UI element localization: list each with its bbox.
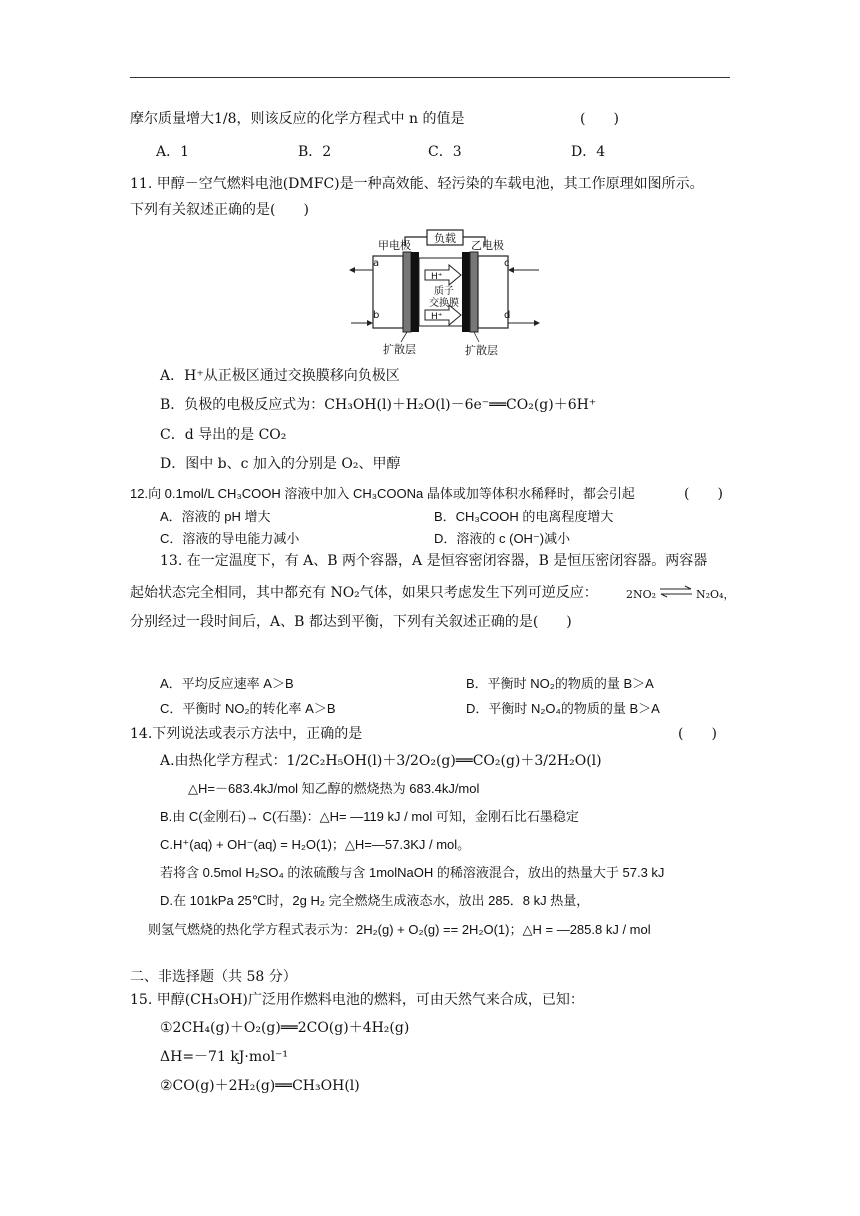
port-a-label: a: [373, 258, 380, 269]
q12-option-b: B．CH₃COOH 的电离程度增大: [434, 509, 614, 524]
q14-stem: 14.下列说法或表示方法中，正确的是: [130, 726, 363, 742]
diffusion-right-label: 扩散层: [465, 344, 498, 357]
q14-option-d-line2: 则氢气燃烧的热化学方程式表示为：2H₂(g) + O₂(g) == 2H₂O(1)；△H = —285.8 kJ / mol: [148, 922, 651, 937]
q13-stem-line2: 起始状态完全相同，其中都充有 NO₂气体，如果只考虑发生下列可逆反应：: [130, 585, 598, 601]
q15-equation-2: ②CO(g)＋2H₂(g)══CH₃OH(l): [160, 1078, 360, 1094]
equilibrium-arrows-icon: [658, 585, 694, 599]
q10-option-b: B．2: [298, 144, 332, 160]
q11-stem-line1: 11. 甲醇－空气燃料电池(DMFC)是一种高效能、轻污染的车载电池，其工作原理如图所示。: [130, 176, 704, 192]
membrane-label-1: 质子: [434, 286, 454, 297]
q13-stem-line3: 分别经过一段时间后，A、B 都达到平衡，下列有关叙述正确的是( ): [130, 614, 572, 630]
q10-tail: 摩尔质量增大1/8，则该反应的化学方程式中 n 的值是: [130, 111, 465, 127]
q15-stem: 15. 甲醇(CH₃OH)广泛用作燃料电池的燃料，可由天然气来合成，已知：: [130, 992, 584, 1008]
q10-option-d: D．4: [571, 144, 606, 160]
q11-option-d: D．图中 b、c 加入的分别是 O₂、甲醇: [160, 456, 401, 472]
q12-option-c: C．溶液的导电能力减小: [160, 531, 300, 546]
proton-bottom-label: H⁺: [431, 312, 443, 322]
q12-stem: 12.向 0.1mol/L CH₃COOH 溶液中加入 CH₃COONa 晶体或加等体积水稀释时，都会引起: [130, 486, 635, 501]
port-c-label: c: [504, 258, 510, 269]
q12-answer-paren: ( ): [684, 486, 723, 502]
electrode-b-label: 乙电极: [471, 239, 504, 252]
q13-option-c: C．平衡时 NO₂的转化率 A＞B: [160, 701, 336, 716]
q14-option-d-line1: D.在 101kPa 25℃时，2g H₂ 完全燃烧生成液态水，放出 285．8 kJ 热量，: [160, 893, 590, 908]
proton-top-label: H⁺: [431, 272, 443, 282]
port-d-label: d: [504, 310, 511, 321]
q10-answer-paren: ( ): [580, 111, 619, 127]
q11-stem-line2: 下列有关叙述正确的是( ): [130, 202, 309, 218]
q11-option-a: A．H⁺从正极区通过交换膜移向负极区: [160, 368, 400, 384]
q11-option-c: C．d 导出的是 CO₂: [160, 427, 287, 443]
load-label: 负载: [434, 232, 456, 245]
q12-option-a: A．溶液的 pH 增大: [160, 509, 271, 524]
membrane-label-2: 交换膜: [429, 298, 459, 309]
electrode-a-label: 甲电极: [378, 239, 411, 252]
diffusion-left-label: 扩散层: [383, 343, 416, 356]
q12-option-d: D．溶液的 c (OH⁻)减小: [434, 531, 571, 546]
q13-option-b: B．平衡时 NO₂的物质的量 B＞A: [466, 676, 654, 691]
q15-equation-1: ①2CH₄(g)＋O₂(g)══2CO(g)＋4H₂(g): [160, 1020, 410, 1036]
q10-option-a: A．1: [156, 144, 190, 160]
q11-option-b: B．负极的电极反应式为：CH₃OH(l)＋H₂O(l)－6e⁻══CO₂(g)＋6H⁺: [160, 397, 597, 413]
q13-option-a: A．平均反应速率 A＞B: [160, 676, 294, 691]
q14-option-c-line2: 若将含 0.5mol H₂SO₄ 的浓硫酸与含 1molNaOH 的稀溶液混合，放出的热量大于 57.3 kJ: [160, 865, 665, 880]
q13-equation-right: N₂O₄，: [696, 588, 735, 601]
q14-option-a-line1: A.由热化学方程式：1/2C₂H₅OH(l)＋3/2O₂(g)══CO₂(g)＋3/2H₂O(l): [160, 753, 602, 769]
q14-option-b: B.由 C(金刚石)→ C(石墨)：△H= —119 kJ / mol 可知，金刚石比石墨稳定: [160, 809, 579, 824]
q14-answer-paren: ( ): [678, 726, 717, 742]
header-rule: [130, 77, 730, 78]
q14-option-c-line1: C.H⁺(aq) + OH⁻(aq) = H₂O(1)；△H=—57.3KJ / mol。: [160, 837, 471, 852]
q13-stem-line1: 13. 在一定温度下，有 A、B 两个容器，A 是恒容密闭容器，B 是恒压密闭容器。两容器: [160, 553, 708, 569]
q14-option-a-line2: △H=－683.4kJ/mol 知乙醇的燃烧热为 683.4kJ/mol: [188, 781, 480, 796]
q13-equation-left: 2NO₂: [626, 588, 657, 601]
q13-option-d: D．平衡时 N₂O₄的物质的量 B＞A: [466, 701, 660, 716]
q10-option-c: C．3: [428, 144, 462, 160]
fuel-cell-diagram: [345, 226, 545, 358]
port-b-label: b: [373, 310, 380, 321]
section-2-heading: 二、非选择题（共 58 分）: [130, 969, 297, 985]
q15-enthalpy-1: ΔH=－71 kJ·mol⁻¹: [160, 1049, 289, 1065]
